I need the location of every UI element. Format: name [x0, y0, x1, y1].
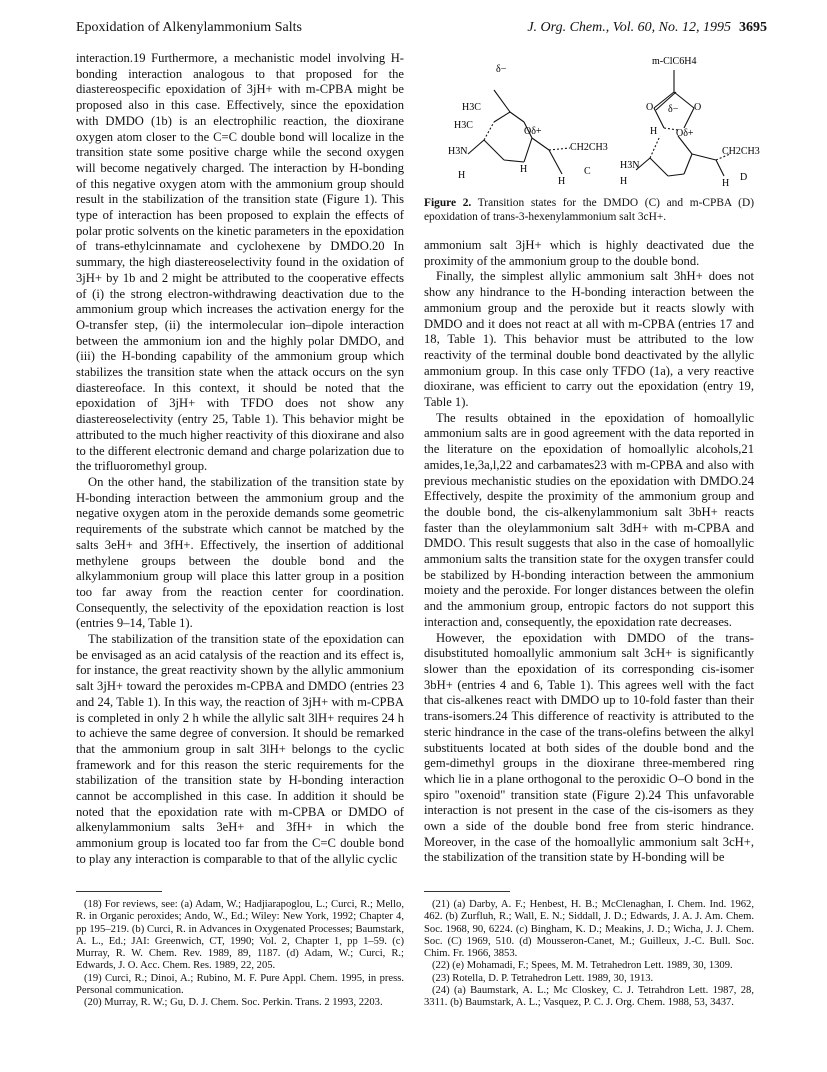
- footnotes-left: [76, 899, 404, 1010]
- paragraph: On the other hand, the stabilization of the transition state by H-bonding interaction between the ammonium group and the negative oxygen atom in the peroxide demands some geometric requirements of the substrate which cannot be matched by the salts 3eH+ and 3fH+. Effectively, the insertion of additional methylene groups between the double bond and the alkylammonium group will place this latter group in a position too far away from the reaction center for coordination. Consequently, the selectivity of the epoxidation reaction is lost (entries 9–14, Table 1).: [76, 474, 404, 631]
- delta-minus-label: δ−: [496, 64, 507, 75]
- h-label: H: [520, 164, 528, 175]
- paragraph: interaction.19 Furthermore, a mechanistic model involving H-bonding interaction analogous to that proposed for the diastereospecific epoxidation of 3jH+ with m-CPBA might be proposed also in this case. Effectively, since the epoxidation with DMDO (1b) is an electrophilic reaction, the dioxirane oxygen atom closer to the C=C double bond will localize in the transition state some positive charge while the second oxygen will become negatively charged. The interaction by H-bonding of this negative oxygen atom with the ammonium group should result in the stabilization of the transition state (Figure 1). This type of interaction has been proposed to explain the effects of polar protic solvents on the kinetic parameters in the epoxidation of trans-ethylcinnamate and cyclohexene by DMDO.20 In summary, the high diastereoselectivity found in the oxidation of 3jH+ by 1b and 2 might be attributed to the cooperative effects of (i) the strong electron-withdrawing deactivation due to the ammonium group which increases the activation energy for the O-transfer step, (ii) the intermolecular ion–dipole interaction between the ammonium ion and the highly polar DMDO, and (iii) the H-bonding capability of the ammonium group which stabilizes the transition state when the attack occurs on the syn diastereoface. In this context, it should be noted that the epoxidation of 3jH+ with TFDO does not show any diastereoselectivity (entry 25, Table 1). This behavior might be attributed to the much higher reactivity of this dioxirane and also to the different electronic demand and charge polarization due to the trifluoromethyl group.: [76, 51, 404, 474]
- paragraph: The stabilization of the transition state of the epoxidation can be envisaged as an acid catalysis of the reaction and its effect is, for instance, the great reactivity shown by the allylic ammonium salt 3jH+ toward the peroxides m-CPBA and DMDO (entries 23 and 24, Table 1). In this way, the reaction of 3jH+ with m-CPBA is completed in only 2 h while the allylic salt 3lH+ requires 24 h to achieve the same degree of conversion. It should be remarked that the ammonium group in salt 3lH+ belongs to the cyclic framework and for this reason the steric requirements for the stabilization of the transition state by H-bonding interaction cannot be accomplished in this case. In addition it should be noted that the epoxidation rate with m-CPBA or DMDO of alkenylammonium salts 3eH+ and 3fH+ in which the ammonium group is located too far from the C=C double bond to play any interaction is comparable to that of the allylic cyclic: [76, 632, 404, 866]
- structure-c: [468, 90, 570, 174]
- footnote-rule: [424, 891, 510, 892]
- label-c: C: [584, 166, 591, 177]
- footnote: (19) Curci, R.; Dinoi, A.; Rubino, M. F. Pure Appl. Chem. 1995, in press. Personal communication.: [76, 972, 404, 997]
- running-title: Epoxidation of Alkenylammonium Salts: [76, 20, 302, 35]
- h-label: H: [620, 176, 628, 187]
- figure-2-structures: [424, 50, 760, 196]
- o-label: O: [694, 102, 702, 113]
- right-column: [424, 238, 754, 866]
- h3n-label: H3N: [448, 146, 468, 157]
- footnote: (23) Rotella, D. P. Tetrahedron Lett. 1989, 30, 1913.: [432, 972, 654, 984]
- journal-citation: [527, 20, 767, 36]
- paragraph: The results obtained in the epoxidation of homoallylic ammonium salts are in good agreement with the data reported in the literature on the epoxidation of homoallylic alcohols,21 amides,1e,3a,l,22 and carbamates23 with m-CPBA and also with previous mechanistic studies on the epoxidation with DMDO.24 Effectively, despite the proximity of the ammonium group and the double bond, the cis-alkenylammonium salt 3bH+ reacts faster than the oleylammonium salt 3dH+ with m-CPBA and DMDO. This result suggests that also in the case of homoallylic ammonium salts the transition state for the oxygen transfer could be stabilized by H-bonding interaction between the ammonium moiety and the peroxide. For longer distances between the olefin and the ammonium group, entropic factors do not support this interaction and, consequently, the epoxidation rate decreases.: [424, 410, 754, 629]
- ethyl-label-d: CH2CH3: [722, 146, 760, 157]
- h3n-label: H3N: [620, 160, 640, 171]
- transition-state-diagram: [424, 50, 760, 196]
- caption-text: Transition states for the DMDO (C) and m-CPBA (D) epoxidation of trans-3-hexenylammonium salt 3cH+.: [424, 197, 754, 223]
- h3c-label-2: H3C: [454, 120, 473, 131]
- h-label: H: [558, 176, 566, 187]
- h-label: H: [722, 178, 730, 189]
- footnote: (20) Murray, R. W.; Gu, D. J. Chem. Soc. Perkin. Trans. 2 1993, 2203.: [84, 997, 383, 1009]
- footnote-rule: [76, 891, 162, 892]
- footnotes-right: [424, 899, 754, 1010]
- o-label: O: [646, 102, 654, 113]
- footnote: (18) For reviews, see: (a) Adam, W.; Hadjiarapoglou, L.; Curci, R.; Mello, R. in Organic peroxides; Ando, W., Ed.; Wiley: New York, 1992; Chapter 4, pp 195–219. (b) Curci, R. in Advances in Oxygenated Processes; Baumstark, A. L., Ed.; JAI: Greenwich, CT, 1990; Vol. 2, Chapter 1, pp 1–59. (c) Murray, R. W. Chem. Rev. 1989, 89, 1187. (d) Adam, W.; Curci, R.; Edwards, J. O. Acc. Chem. Res. 1989, 22, 205.: [76, 899, 404, 972]
- mcpba-aryl-label: m-ClC6H4: [652, 56, 697, 67]
- ethyl-label-c: CH2CH3: [570, 142, 608, 153]
- footnote: (22) (e) Mohamadi, F.; Spees, M. M. Tetrahedron Lett. 1989, 30, 1309.: [432, 960, 733, 972]
- paragraph: However, the epoxidation with DMDO of the trans-disubstituted homoallylic ammonium salt 3cH+ is significantly slower than the epoxidation of its corresponding cis-isomer 3bH+ (entries 4 and 6, Table 1). This agrees well with the fact that cis-alkenes react with DMDO up to 10-fold faster than their trans-isomers.24 This difference of reactivity is attributed to the steric hindrance in the case of the trans-olefins between the alkyl substituents located at both sides of the double bond and the gem-dimethyl groups in the dioxirane three-membered ring which lie in a plane orthogonal to the peroxidic O–O bond in the spiro "oxenoid" transition state (Figure 2).24 This unfavorable interaction is not present in the case of the cis-isomers as they own a side of the double bond free from steric hindrance. Moreover, in the case of the homoallylic ammonium salt 3cH+, the stabilization of the transition state by H-bonding will be: [424, 630, 754, 865]
- delta-minus-label: δ−: [668, 104, 679, 115]
- h-label: H: [458, 170, 466, 181]
- h3c-label: H3C: [462, 102, 481, 113]
- journal-name: J. Org. Chem., Vol. 60, No. 12, 1995: [527, 20, 731, 35]
- o-delta-plus-label: Oδ+: [676, 128, 694, 139]
- paragraph: ammonium salt 3jH+ which is highly deactivated due the proximity of the ammonium group to the double bond.: [424, 238, 754, 268]
- page-number: 3695: [739, 20, 767, 35]
- footnote: (21) (a) Darby, A. F.; Henbest, H. B.; McClenaghan, I. Chem. Ind. 1962, 462. (b) Zurfluh, R.; Wall, E. N.; Siddall, J. D.; Edwards, J. A. J. Am. Chem. Soc. 1968, 90, 6224. (c) Bingham, K. D.; Meakins, J. D.; Wicha, J. J. Chem. Soc. (C) 1969, 510. (d) Mousseron-Canet, M.; Guilleux, J.-C. Bull. Soc. Chim. Fr. 1966, 3853.: [424, 899, 754, 960]
- caption-label: Figure 2.: [424, 197, 472, 209]
- h-label: H: [650, 126, 658, 137]
- label-d: D: [740, 172, 748, 183]
- left-column: [76, 51, 404, 868]
- figure-caption: [424, 196, 754, 224]
- footnote: (24) (a) Baumstark, A. L.; Mc Closkey, C. J. Tetrahdron Lett. 1987, 28, 3311. (b) Baumstark, A. L.; Vasquez, P. C. J. Org. Chem. 1988, 53, 3437.: [424, 985, 754, 1009]
- paragraph: Finally, the simplest allylic ammonium salt 3hH+ does not show any hindrance to the H-bonding interaction between the ammonium group and the peroxide but it reacts slowly with DMDO and it does not react at all with m-CPBA (entries 17 and 18, Table 1). This behavior must be attributed to the low reactivity of the terminal double bond deactivated by the allylic ammonium group. In this case only TFDO (1a), a very reactive dioxirane, was efficient to carry out the epoxidation (entry 19, Table 1).: [424, 269, 754, 410]
- o-delta-plus-label: Oδ+: [524, 126, 542, 137]
- running-header: [76, 20, 767, 42]
- structure-d: [636, 70, 730, 176]
